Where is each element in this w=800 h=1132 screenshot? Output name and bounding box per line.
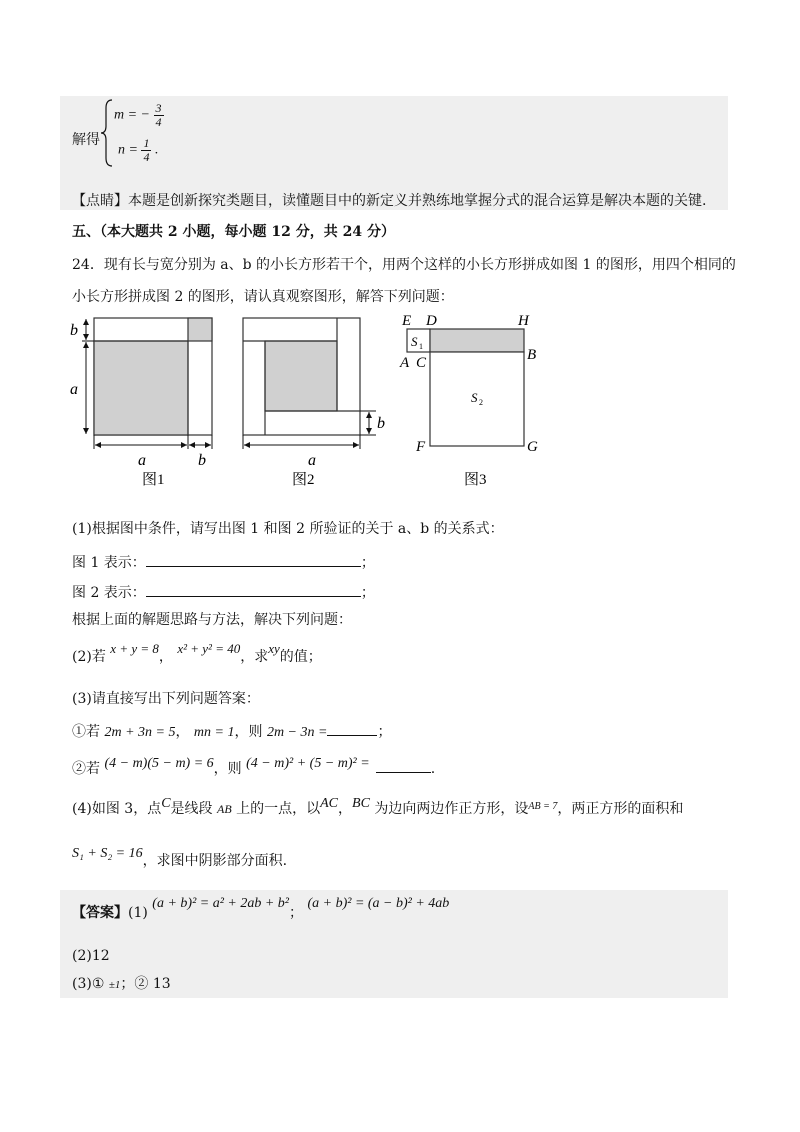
q3b-answer-blank[interactable] <box>376 758 431 773</box>
section-heading: 五、（本大题共 2 小题，每小题 12 分，共 24 分） <box>72 224 395 240</box>
fig1-answer-blank[interactable] <box>146 552 361 567</box>
figure-2 <box>243 318 385 488</box>
fig3-caption: 图3 <box>464 472 487 488</box>
q3a-answer-blank[interactable] <box>327 721 377 736</box>
fig2-answer-blank[interactable] <box>146 582 361 597</box>
fraction-n: $\frac{1}{4}$ <box>143 136 150 164</box>
question-3b: ②若 (4 − m)(5 − m) = 6，则 (4 − m)² + (5 − m)² = . <box>72 756 436 777</box>
problem-stem-line1: 24．现有长与宽分别为 a、b 的小长方形若干个，用两个这样的小长方形拼成如图 1 的图形，用四个相同的 <box>72 257 736 273</box>
fig3-label-S2: S <box>471 390 478 405</box>
fig2-label-b-right: b <box>377 415 385 432</box>
problem-stem-line2: 小长方形拼成图 2 的图形，请认真观察图形，解答下列问题： <box>72 289 454 305</box>
figures-area <box>60 308 660 493</box>
fig2-caption: 图2 <box>292 472 315 488</box>
q2-eq2: x² + y² = 40 <box>177 641 241 656</box>
answer-line-1: 【答案】(1) (a + b)² = a² + 2ab + b²； (a + b)² = (a − b)² + 4ab <box>72 896 450 921</box>
fig3-label-S1: S <box>411 334 418 349</box>
solution-m-eq: m = − $\frac{3}{4}$ <box>114 101 162 129</box>
figure-3 <box>399 313 538 488</box>
answer-line-3: (3)① ±1；② 13 <box>72 976 171 992</box>
comment-line: 【点睛】本题是创新探究类题目，读懂题目中的新定义并熟练地掌握分式的混合运算是解决本题的关键. <box>72 193 707 209</box>
fig3-label-C: C <box>416 355 427 371</box>
fig3-label-S2-sub: 2 <box>479 398 483 407</box>
transition-line: 根据上面的解题思路与方法，解决下列问题： <box>72 612 352 628</box>
question-4-line1: (4)如图 3，点C是线段 AB 上的一点，以AC，BC 为边向两边作正方形，设$^{AB = 7}$，两正方形的面积和 <box>72 796 684 817</box>
question-3a: ①若 2m + 3n = 5， mn = 1，则 2m − 3n = ； <box>72 721 391 742</box>
question-3: (3)请直接写出下列问题答案： <box>72 691 260 707</box>
fig3-label-D: D <box>426 313 437 329</box>
fraction-m: $\frac{3}{4}$ <box>155 101 162 129</box>
question-2: (2)若 x + y = 8， x² + y² = 40，求xy的值； <box>72 641 322 665</box>
fig3-label-F: F <box>416 439 426 455</box>
fig3-label-G: G <box>527 439 538 455</box>
figure-1 <box>70 318 212 488</box>
fig3-label-B: B <box>527 347 537 363</box>
fig1-label-b-left: b <box>70 322 78 339</box>
fig1-label-b-bottom: b <box>198 452 206 469</box>
fig1-label-a-left: a <box>70 381 78 398</box>
fig3-label-H: H <box>518 313 529 329</box>
fig1-answer-line: 图 1 表示： ； <box>72 552 375 572</box>
solution-n-eq: n = $\frac{1}{4}$ . <box>118 136 159 164</box>
q2-eq1: x + y = 8 <box>110 641 159 656</box>
fig2-label-a-bottom: a <box>308 452 316 469</box>
answer-line-2: (2)12 <box>72 948 110 964</box>
fig3-label-A: A <box>400 355 410 371</box>
solution-lead: 解得 <box>72 132 100 148</box>
fig1-caption: 图1 <box>142 472 165 488</box>
fig1-label-a-bottom: a <box>138 452 146 469</box>
q2-xy: xy <box>268 641 280 656</box>
fig3-label-S1-sub: 1 <box>419 342 423 351</box>
question-1: (1)根据图中条件，请写出图 1 和图 2 所验证的关于 a、b 的关系式： <box>72 521 504 537</box>
system-brace <box>100 98 114 168</box>
fig2-answer-line: 图 2 表示： ； <box>72 582 375 602</box>
question-4-line2: S₁ + S₂ = 16，求图中阴影部分面积. <box>72 846 288 869</box>
fig3-label-E: E <box>402 313 412 329</box>
